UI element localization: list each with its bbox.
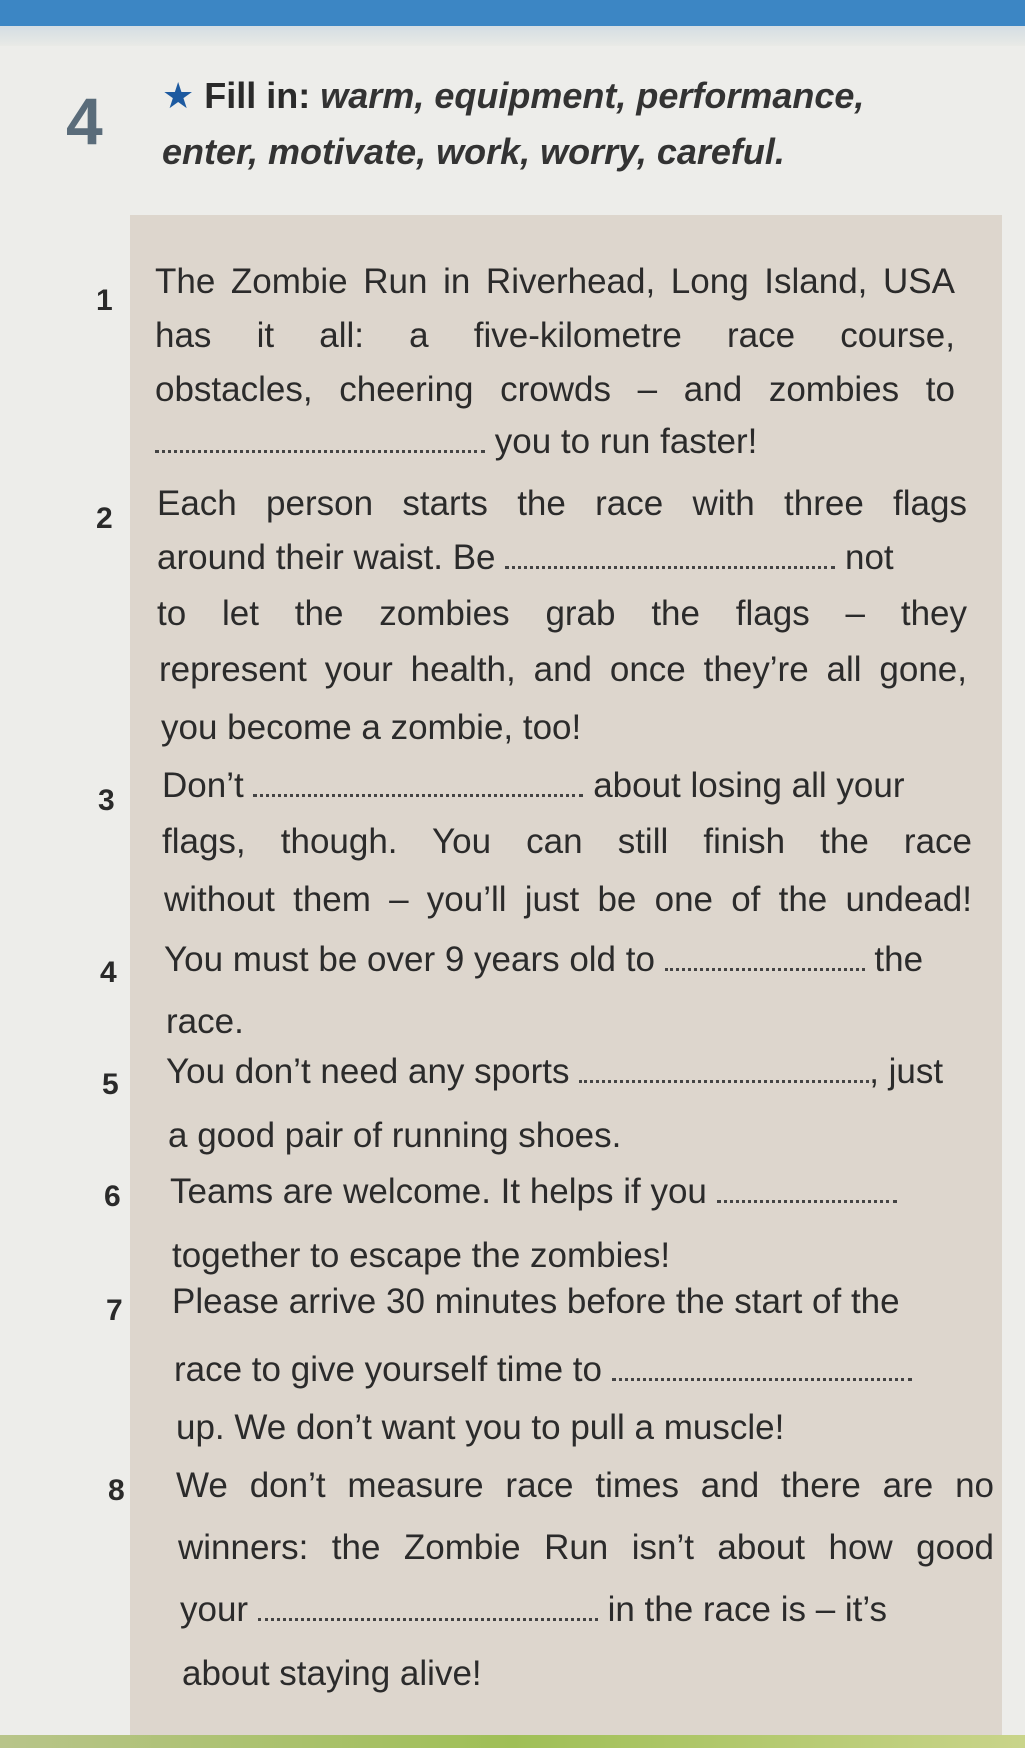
item-number-5: 5 (102, 1068, 119, 1101)
item-5-line-1 (166, 1052, 943, 1092)
item-2-line-2 (157, 538, 894, 578)
exercise-instruction (162, 68, 962, 180)
item-6-line-2: together to escape the zombies! (172, 1236, 671, 1275)
item-1-line-4-text: you to run faster! (494, 422, 758, 461)
item-7-line-3: up. We don’t want you to pull a muscle! (176, 1408, 785, 1447)
item-1-line-4 (155, 422, 757, 462)
page-bottom-edge (0, 1735, 1025, 1748)
item-2-line-3: to let the zombies grab the flags – they (157, 594, 967, 633)
item-4-line-2: race. (166, 1002, 244, 1041)
item-3-line-1-text: Don’t (162, 766, 244, 805)
item-1-line-2: has it all: a five-kilometre race course, (155, 316, 955, 355)
item-number-3: 3 (98, 784, 115, 817)
item-number-7: 7 (106, 1294, 123, 1327)
item-7-line-1: Please arrive 30 minutes before the start of the (172, 1282, 900, 1321)
star-icon: ★ (162, 75, 195, 116)
item-4-line-1-text: You must be over 9 years old to (164, 940, 655, 979)
item-6-line-1 (170, 1172, 897, 1212)
instruction-words-line2: enter, motivate, work, worry, careful. (162, 131, 785, 172)
item-2-line-2-end: not (844, 538, 894, 577)
item-7-line-2-text: race to give yourself time to (174, 1350, 602, 1389)
item-8-line-3 (180, 1590, 887, 1630)
item-3-line-1-end: about losing all your (593, 766, 905, 805)
item-6-line-1-text: Teams are welcome. It helps if you (170, 1172, 707, 1211)
instruction-words-line1: warm, equipment, performance, (320, 75, 865, 116)
item-4-line-1 (164, 940, 923, 980)
answer-blank-7[interactable] (612, 1364, 912, 1381)
item-5-line-1-end: , just (869, 1052, 944, 1091)
item-8-line-1: We don’t measure race times and there are no (176, 1466, 994, 1505)
answer-blank-5[interactable] (579, 1066, 869, 1083)
item-number-6: 6 (104, 1180, 121, 1213)
item-3-line-1 (162, 766, 905, 806)
item-3-line-2: flags, though. You can still finish the race (162, 822, 972, 861)
item-number-8: 8 (108, 1474, 125, 1507)
instruction-label: Fill in: (204, 75, 311, 116)
item-2-line-5: you become a zombie, too! (161, 708, 582, 747)
answer-blank-3[interactable] (253, 780, 583, 797)
item-4-line-1-end: the (874, 940, 924, 979)
item-5-line-2: a good pair of running shoes. (168, 1116, 622, 1155)
answer-blank-6[interactable] (717, 1186, 897, 1203)
item-1-line-3: obstacles, cheering crowds – and zombies to (155, 370, 955, 409)
exercise-number: 4 (66, 84, 103, 158)
page-edge-shadow (0, 26, 1025, 46)
answer-blank-2[interactable] (505, 552, 835, 569)
item-2-line-1: Each person starts the race with three flags (157, 484, 967, 523)
item-number-2: 2 (96, 502, 113, 535)
item-5-line-1-text: You don’t need any sports (166, 1052, 570, 1091)
page-top-band (0, 0, 1025, 26)
item-number-4: 4 (100, 956, 117, 989)
item-8-line-4: about staying alive! (182, 1654, 482, 1693)
answer-blank-4[interactable] (665, 954, 865, 971)
item-7-line-2 (174, 1350, 912, 1390)
answer-blank-8[interactable] (258, 1604, 598, 1621)
item-8-line-2: winners: the Zombie Run isn’t about how good (178, 1528, 994, 1567)
item-2-line-2-text: around their waist. Be (157, 538, 496, 577)
answer-blank-1[interactable] (155, 436, 485, 453)
item-3-line-3: without them – you’ll just be one of the undead! (164, 880, 972, 919)
item-1-line-1: The Zombie Run in Riverhead, Long Island, USA (155, 262, 955, 301)
item-8-line-3-text: your (180, 1590, 249, 1629)
item-2-line-4: represent your health, and once they’re all gone, (159, 650, 967, 689)
item-8-line-3-end: in the race is – it’s (607, 1590, 888, 1629)
item-number-1: 1 (96, 284, 113, 317)
